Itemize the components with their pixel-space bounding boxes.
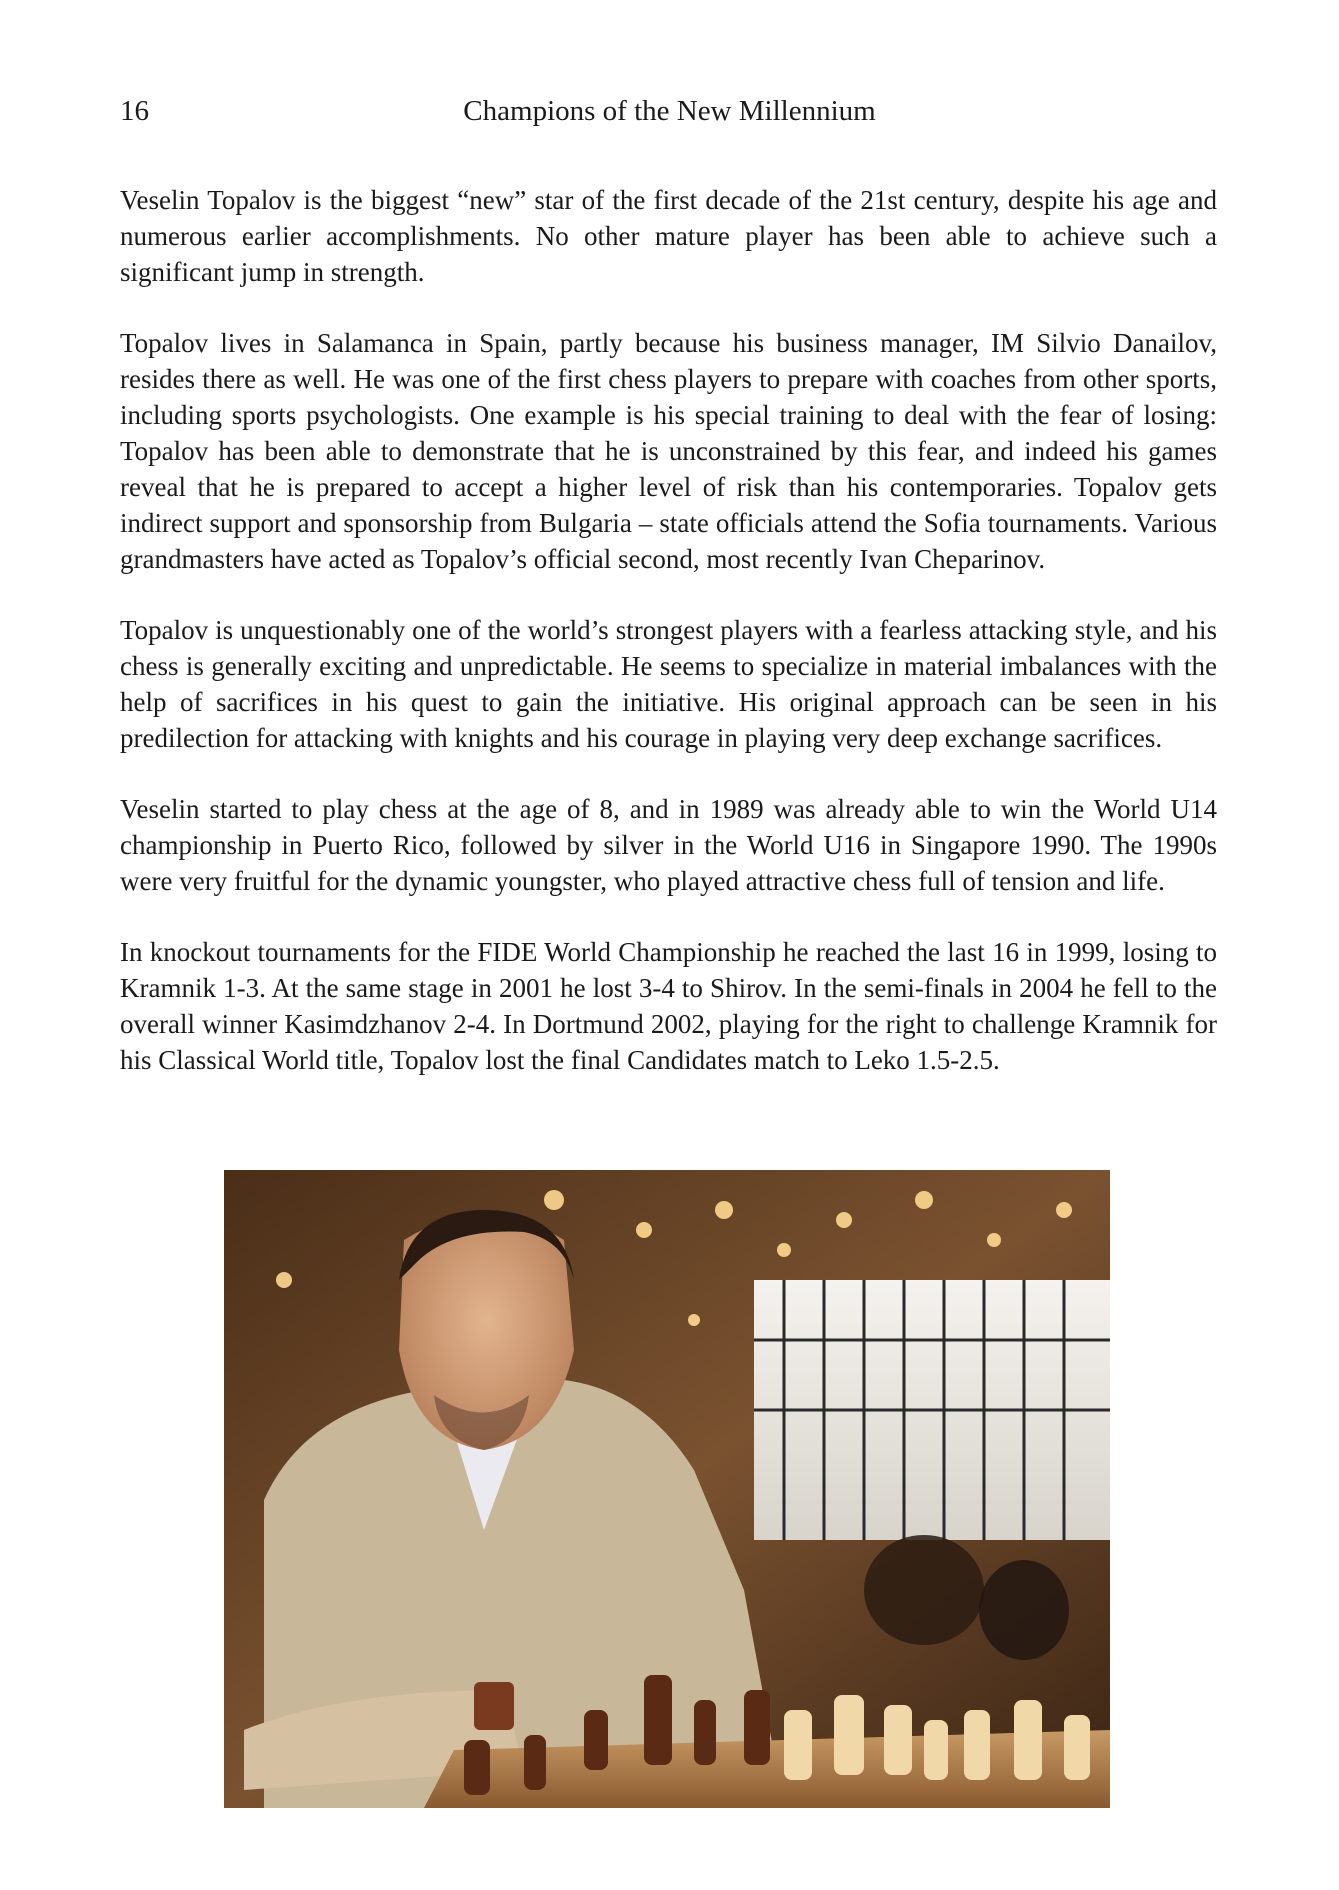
paragraph-5: In knockout tournaments for the FIDE World Championship he reached the last 16 in 1999, losing to Kramnik 1-3. At the same stage in 2001 he lost 3-4 to Shirov. In the semi-finals in 2004 he fell to the overall winner Kasimdzhanov 2-4. In Dortmund 2002, playing for the right to challenge Kramnik for his Classical World title, Topalov lost the final Candidates match to Leko 1.5-2.5. xyxy=(120,937,1217,1075)
paragraph-2: Topalov lives in Salamanca in Spain, partly because his business manager, IM Silvio Danailov, resides there as well. He was one of the first chess players to prepare with coaches from other sports, including sports psychologists. One example is his special training to deal with the fear of losing: Topalov has been able to demonstrate that he is unconstrained by this fear, and indeed his games reveal that he is prepared to accept a higher level of risk than his contemporaries. Topalov gets indirect support and sponsorship from Bulgaria – state officials attend the Sofia tournaments. Various grandmasters have acted as Topalov’s official second, most recently Ivan Cheparinov. xyxy=(120,328,1217,574)
photo-player-at-chessboard xyxy=(224,1170,1110,1808)
page-number: 16 xyxy=(120,95,149,127)
paragraph-3: Topalov is unquestionably one of the world’s strongest players with a fearless attacking style, and his chess is generally exciting and unpredictable. He seems to specialize in material imbalances with the help of sacrifices in his quest to gain the initiative. His original approach can be seen in his predilection for attacking with knights and his courage in playing very deep exchange sacrifices. xyxy=(120,615,1217,753)
wristwatch xyxy=(474,1682,514,1730)
running-title: Champions of the New Millennium xyxy=(463,95,876,127)
body-text xyxy=(120,182,1217,1113)
paragraph-1: Veselin Topalov is the biggest “new” star of the first decade of the 21st century, despite his age and numerous earlier accomplishments. No other mature player has been able to achieve such a significant jump in strength. xyxy=(120,185,1217,287)
paragraph-4: Veselin started to play chess at the age of 8, and in 1989 was already able to win the World U14 championship in Puerto Rico, followed by silver in the World U16 in Singapore 1990. The 1990s were very fruitful for the dynamic youngster, who played attractive chess full of tension and life. xyxy=(120,794,1217,896)
